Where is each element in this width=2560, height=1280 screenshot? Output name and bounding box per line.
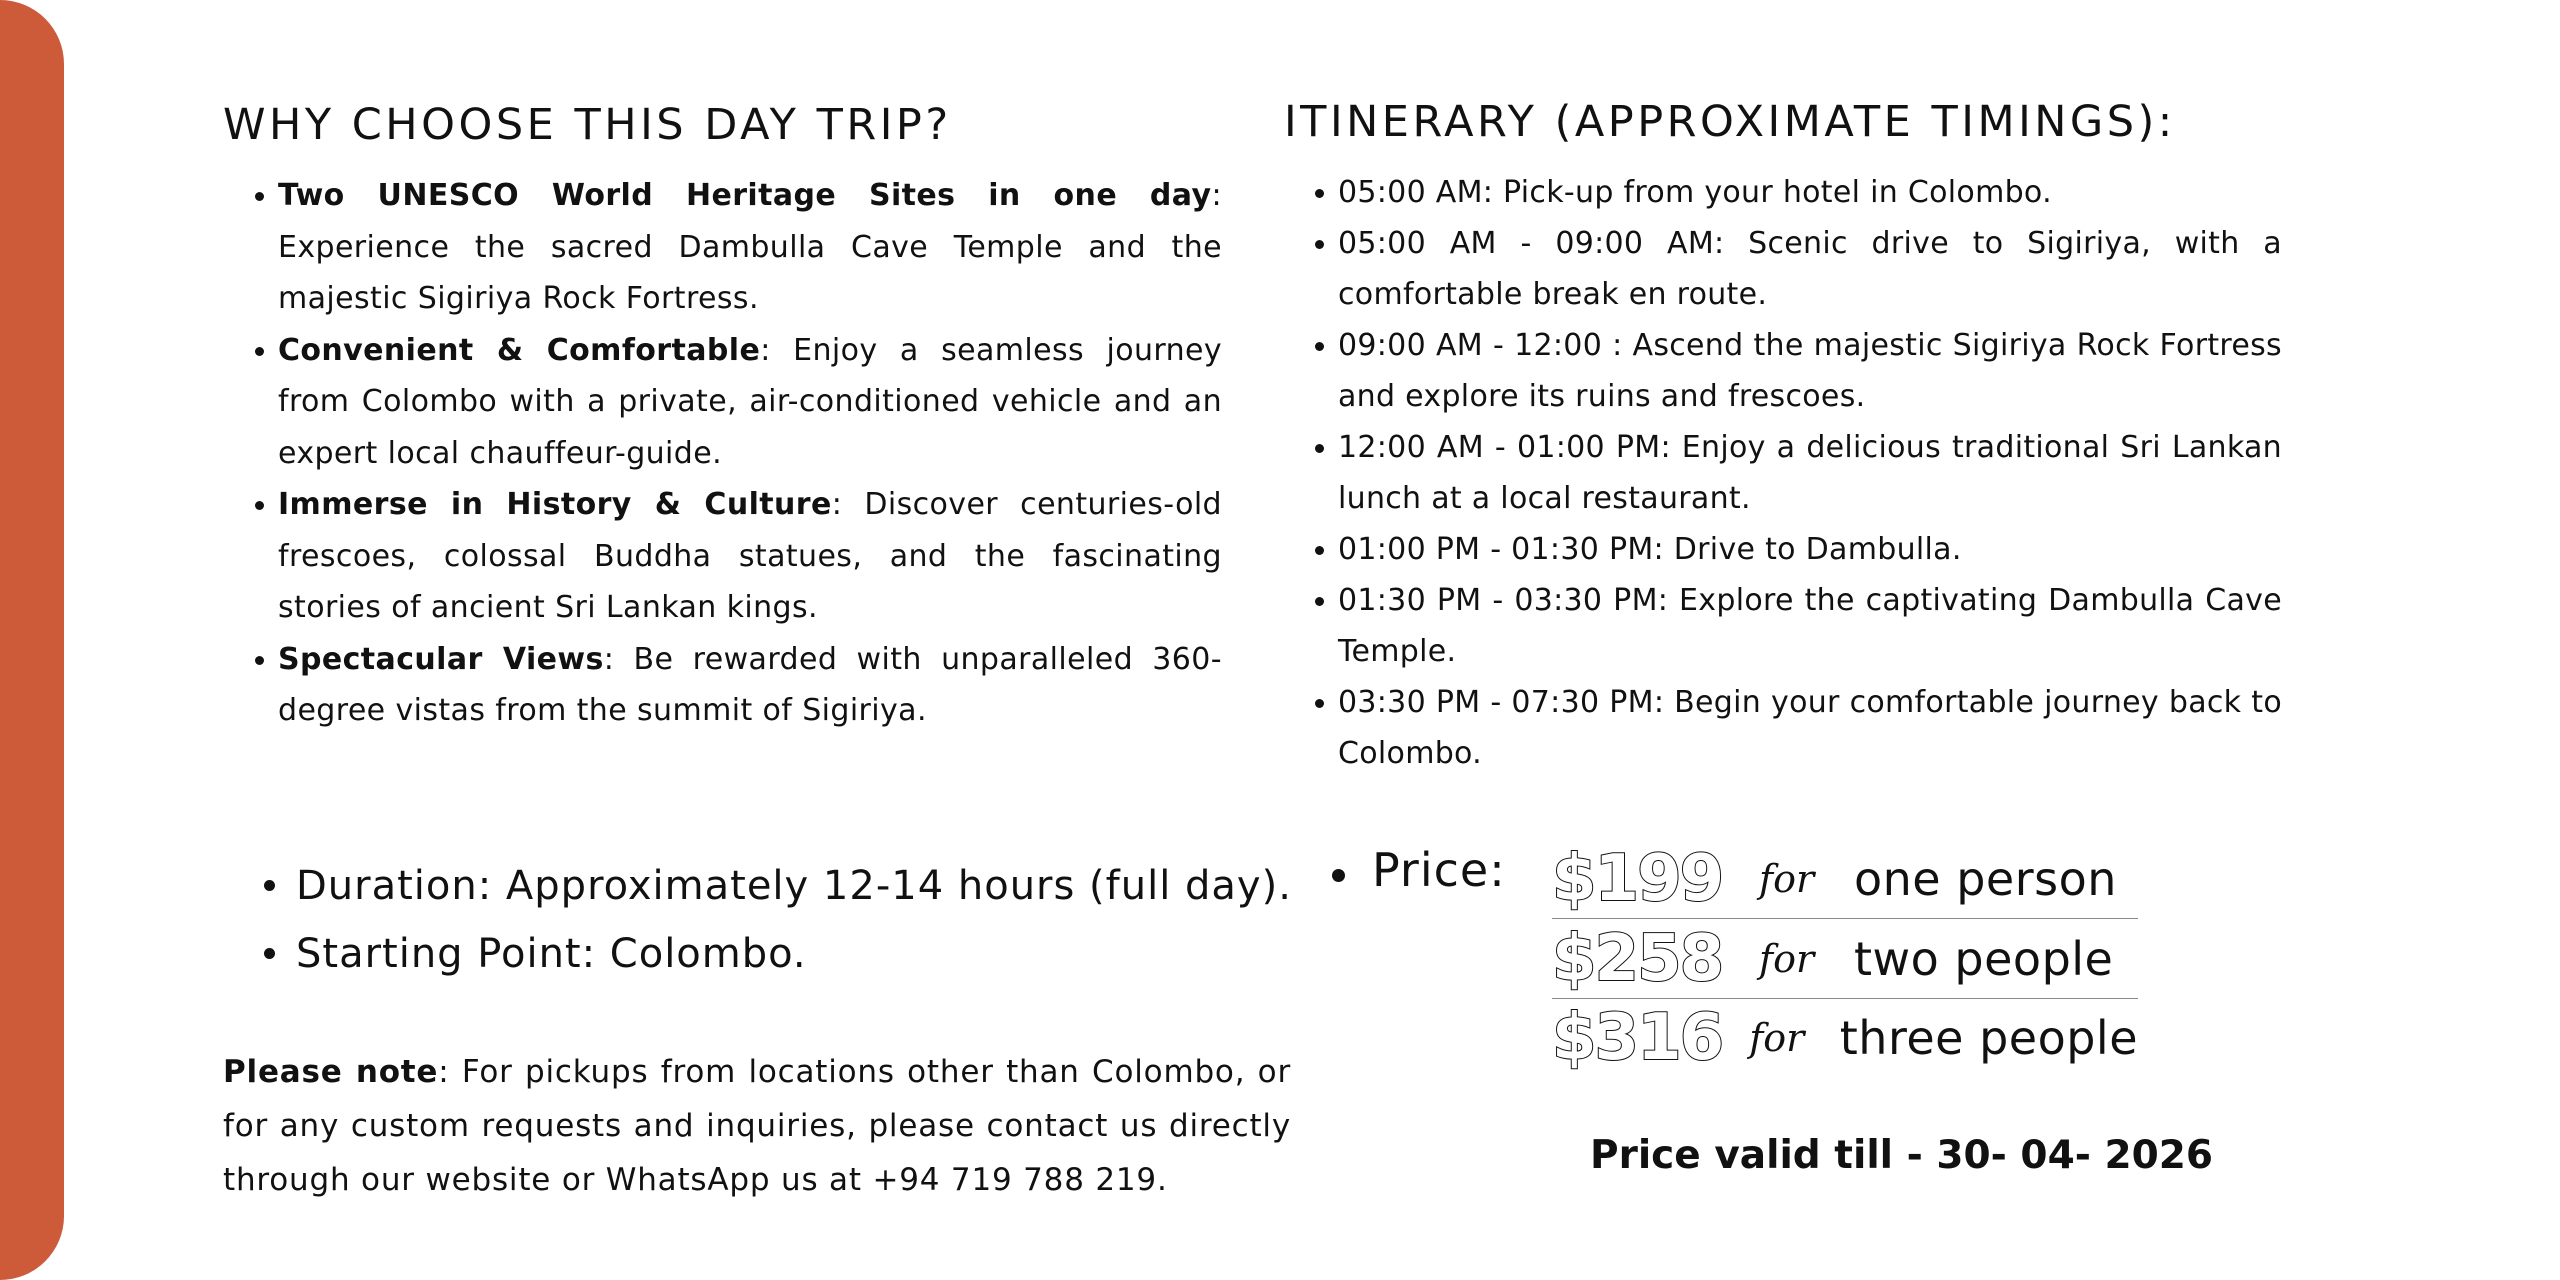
why-item-title: Two UNESCO World Heritage Sites in one day (278, 178, 1212, 213)
why-heading: WHY CHOOSE THIS DAY TRIP? (223, 100, 952, 150)
itinerary-item: 01:30 PM - 03:30 PM: Explore the captivating Dambulla Cave Temple. (1338, 575, 2282, 677)
note-text: : For pickups from locations other than Colombo, or for any custom requests and inquiries, please contact us directly through our website or WhatsApp us at +94 719 788 219. (223, 1054, 1291, 1198)
price-valid-date: Price valid till - 30- 04- 2026 (1590, 1133, 2214, 1178)
why-item (278, 634, 1222, 737)
why-item-text: : Experience the sacred Dambulla Cave Temple and the majestic Sigiriya Rock Fortress. (278, 178, 1222, 316)
itinerary-item: 03:30 PM - 07:30 PM: Begin your comfortable journey back to Colombo. (1338, 677, 2282, 779)
price-group: two people (1854, 931, 2114, 986)
why-list (278, 170, 1222, 737)
why-item-text: : Enjoy a seamless journey from Colombo with a private, air-conditioned vehicle and an expert local chauffeur-guide. (278, 332, 1222, 471)
accent-side-bar (0, 0, 64, 1280)
price-group: three people (1839, 1010, 2138, 1065)
price-row (1552, 998, 2138, 1077)
starting-point-item: Starting Point: Colombo. (296, 920, 1292, 988)
itinerary-item: 05:00 AM: Pick-up from your hotel in Colombo. (1338, 167, 2282, 218)
itinerary-list (1338, 167, 2282, 779)
itinerary-item: 01:00 PM - 01:30 PM: Drive to Dambulla. (1338, 524, 2282, 575)
why-item-text: : Discover centuries-old frescoes, colossal Buddha statues, and the fascinating stories of ancient Sri Lankan kings. (278, 487, 1222, 625)
why-item (278, 325, 1222, 480)
itinerary-item: 05:00 AM - 09:00 AM: Scenic drive to Sigiriya, with a comfortable break en route. (1338, 218, 2282, 320)
why-item-title: Spectacular Views (278, 641, 604, 677)
itinerary-item: 09:00 AM - 12:00 : Ascend the majestic Sigiriya Rock Fortress and explore its ruins and frescoes. (1338, 320, 2282, 422)
price-group: one person (1854, 851, 2117, 906)
why-item-title: Convenient & Comfortable (278, 332, 761, 368)
itinerary-heading: ITINERARY (APPROXIMATE TIMINGS): (1284, 97, 2176, 147)
why-item (278, 170, 1222, 325)
pickup-note (223, 1045, 1291, 1207)
why-item-text: : Be rewarded with unparalleled 360-degree vistas from the summit of Sigiriya. (278, 641, 1222, 728)
price-amount: $199 (1552, 841, 1723, 916)
price-for: for (1759, 856, 1815, 901)
price-for: for (1749, 1015, 1805, 1060)
price-label: Price: (1372, 843, 1506, 897)
trip-info-list (296, 852, 1292, 988)
price-amount: $316 (1552, 1000, 1723, 1075)
note-label: Please note (223, 1054, 439, 1090)
why-item-title: Immerse in History & Culture (278, 487, 832, 522)
price-row (1552, 919, 2138, 999)
price-row (1552, 839, 2138, 919)
why-item (278, 479, 1222, 634)
price-for: for (1759, 936, 1815, 981)
duration-item: Duration: Approximately 12-14 hours (full day). (296, 852, 1292, 920)
price-amount: $258 (1552, 921, 1723, 996)
itinerary-item: 12:00 AM - 01:00 PM: Enjoy a delicious traditional Sri Lankan lunch at a local restaurant. (1338, 422, 2282, 524)
